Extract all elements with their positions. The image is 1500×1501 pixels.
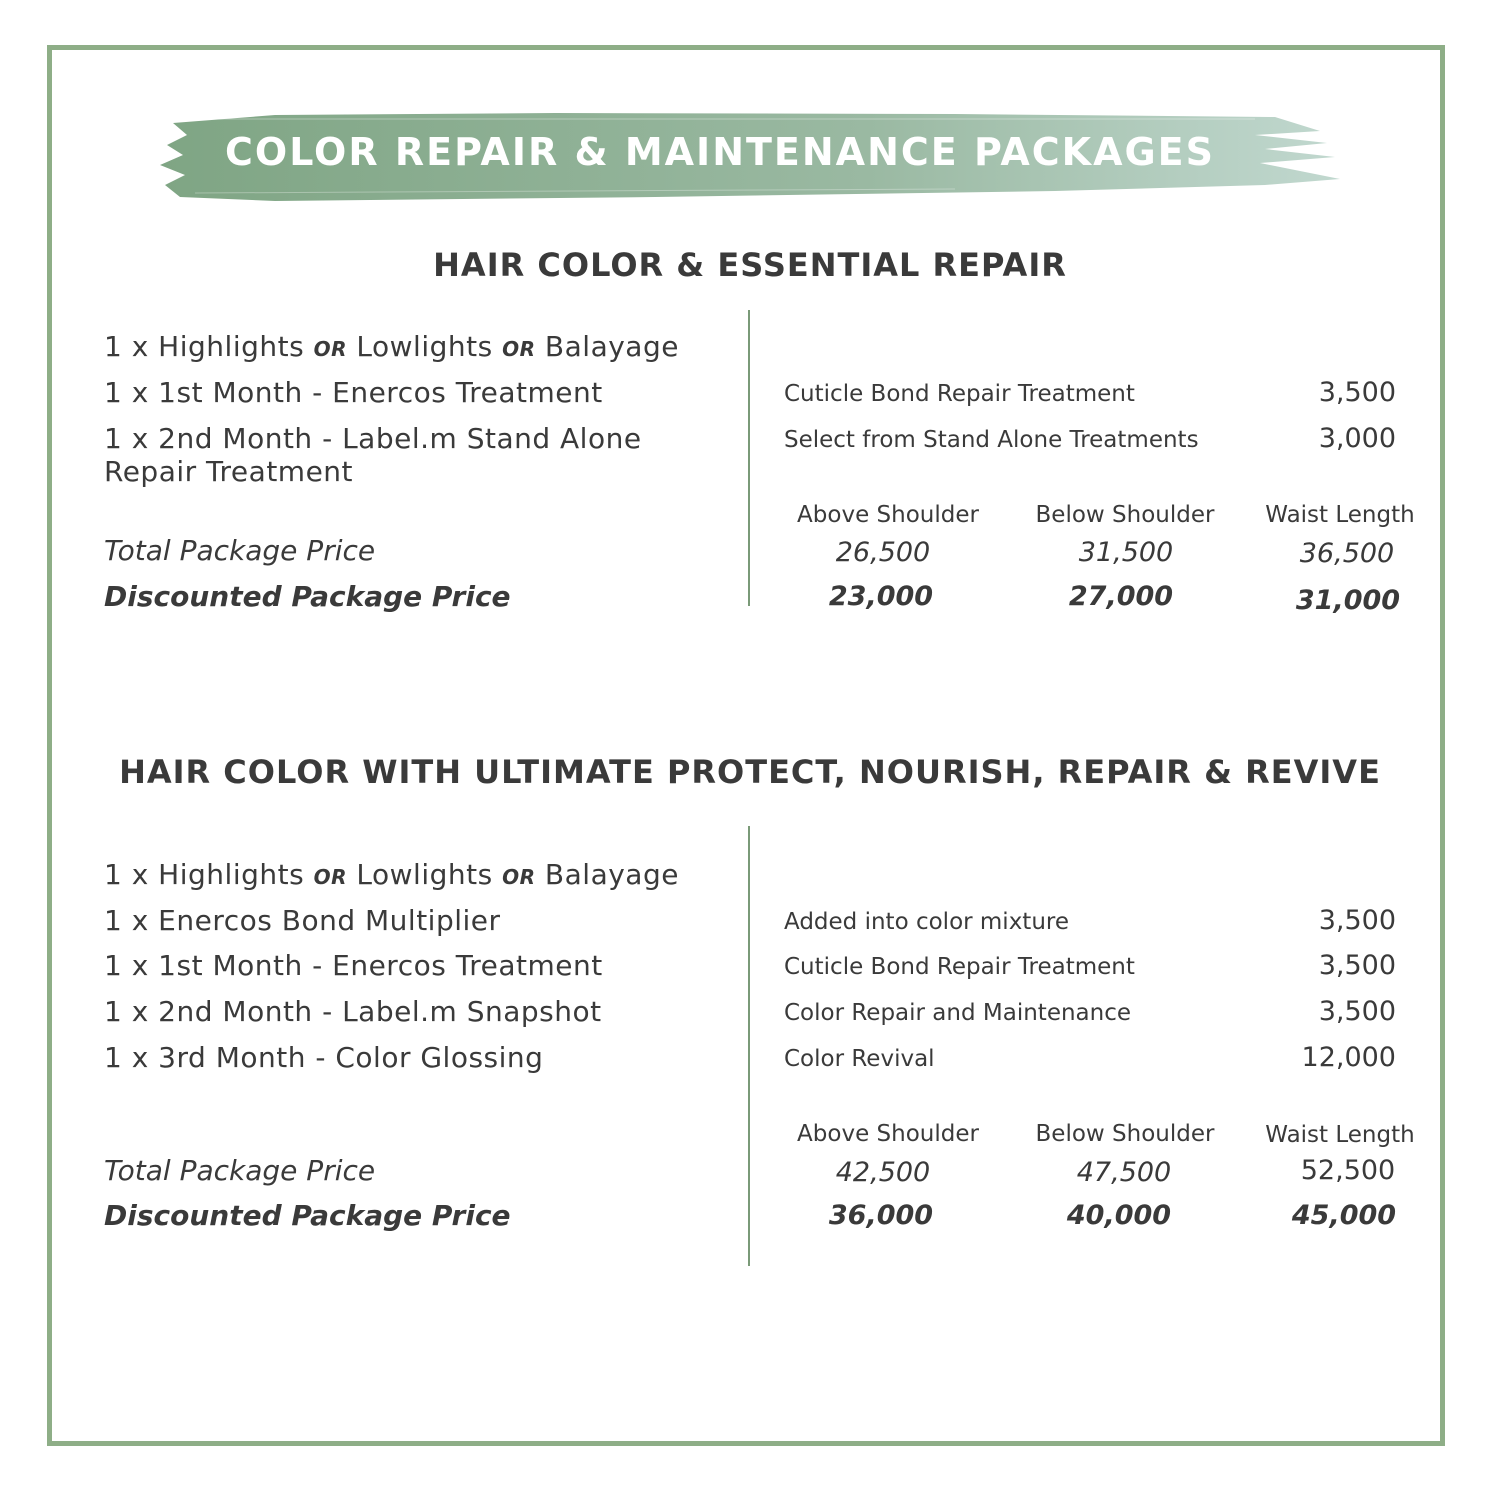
discounted-price-label: Discounted Package Price	[104, 580, 511, 613]
treatment-description: Added into color mixture	[784, 909, 1070, 935]
color-item-prefix: 1 x Highlights	[104, 858, 305, 891]
page-title: COLOR REPAIR & MAINTENANCE PACKAGES	[225, 130, 1215, 174]
package-1-title: HAIR COLOR & ESSENTIAL REPAIR	[433, 246, 1067, 284]
package-1-item: 1 x 1st Month - Enercos Treatment	[104, 376, 603, 409]
length-header-below-shoulder: Below Shoulder	[1035, 502, 1215, 528]
or-connector: OR	[313, 337, 347, 361]
treatment-price: 12,000	[1301, 1042, 1396, 1073]
discounted-price-above-shoulder: 23,000	[828, 581, 934, 612]
color-item-suffix: Balayage	[544, 858, 679, 891]
column-divider	[748, 310, 750, 606]
treatment-price: 3,000	[1318, 423, 1396, 454]
treatment-price: 3,500	[1318, 905, 1396, 936]
discounted-price-below-shoulder: 40,000	[1066, 1200, 1172, 1231]
package-1-item: 1 x 2nd Month - Label.m Stand Alone	[104, 422, 642, 455]
total-price-label: Total Package Price	[104, 1154, 376, 1187]
package-2-title: HAIR COLOR WITH ULTIMATE PROTECT, NOURISH, REPAIR & REVIVE	[119, 753, 1381, 791]
package-2-color-item	[104, 858, 679, 894]
treatment-description: Color Repair and Maintenance	[784, 1000, 1132, 1026]
length-header-below-shoulder: Below Shoulder	[1035, 1121, 1215, 1147]
treatment-description: Cuticle Bond Repair Treatment	[784, 381, 1135, 407]
treatment-description: Cuticle Bond Repair Treatment	[784, 954, 1135, 980]
discounted-price-below-shoulder: 27,000	[1068, 581, 1174, 612]
treatment-price: 3,500	[1318, 996, 1396, 1027]
color-item-middle: Lowlights	[356, 858, 493, 891]
treatment-description: Select from Stand Alone Treatments	[784, 427, 1199, 453]
treatment-price: 3,500	[1318, 377, 1396, 408]
length-header-waist-length: Waist Length	[1265, 1122, 1415, 1148]
discounted-price-waist-length: 31,000	[1295, 585, 1401, 616]
column-divider	[748, 826, 750, 1266]
discounted-price-waist-length: 45,000	[1291, 1200, 1397, 1231]
or-connector: OR	[313, 865, 347, 889]
length-header-waist-length: Waist Length	[1265, 502, 1415, 528]
or-connector: OR	[502, 337, 536, 361]
length-header-above-shoulder: Above Shoulder	[797, 1121, 979, 1147]
total-price-above-shoulder: 26,500	[835, 537, 931, 568]
treatment-description: Color Revival	[784, 1046, 935, 1072]
color-item-middle: Lowlights	[356, 330, 493, 363]
discounted-price-label: Discounted Package Price	[104, 1199, 511, 1232]
total-price-waist-length: 36,500	[1299, 538, 1395, 569]
package-2-item: 1 x 1st Month - Enercos Treatment	[104, 949, 603, 982]
package-2-item: 1 x 3rd Month - Color Glossing	[104, 1041, 544, 1074]
package-1-color-item	[104, 330, 679, 366]
total-price-below-shoulder: 31,500	[1078, 537, 1174, 568]
color-item-prefix: 1 x Highlights	[104, 330, 305, 363]
total-price-waist-length: 52,500	[1300, 1155, 1396, 1186]
package-1-item-continued: Repair Treatment	[104, 455, 354, 488]
total-price-label: Total Package Price	[104, 534, 376, 567]
discounted-price-above-shoulder: 36,000	[828, 1200, 934, 1231]
length-header-above-shoulder: Above Shoulder	[797, 502, 979, 528]
color-item-suffix: Balayage	[544, 330, 679, 363]
total-price-below-shoulder: 47,500	[1076, 1157, 1172, 1188]
package-2-item: 1 x Enercos Bond Multiplier	[104, 904, 501, 937]
package-2-item: 1 x 2nd Month - Label.m Snapshot	[104, 995, 602, 1028]
total-price-above-shoulder: 42,500	[835, 1157, 931, 1188]
treatment-price: 3,500	[1318, 950, 1396, 981]
or-connector: OR	[502, 865, 536, 889]
